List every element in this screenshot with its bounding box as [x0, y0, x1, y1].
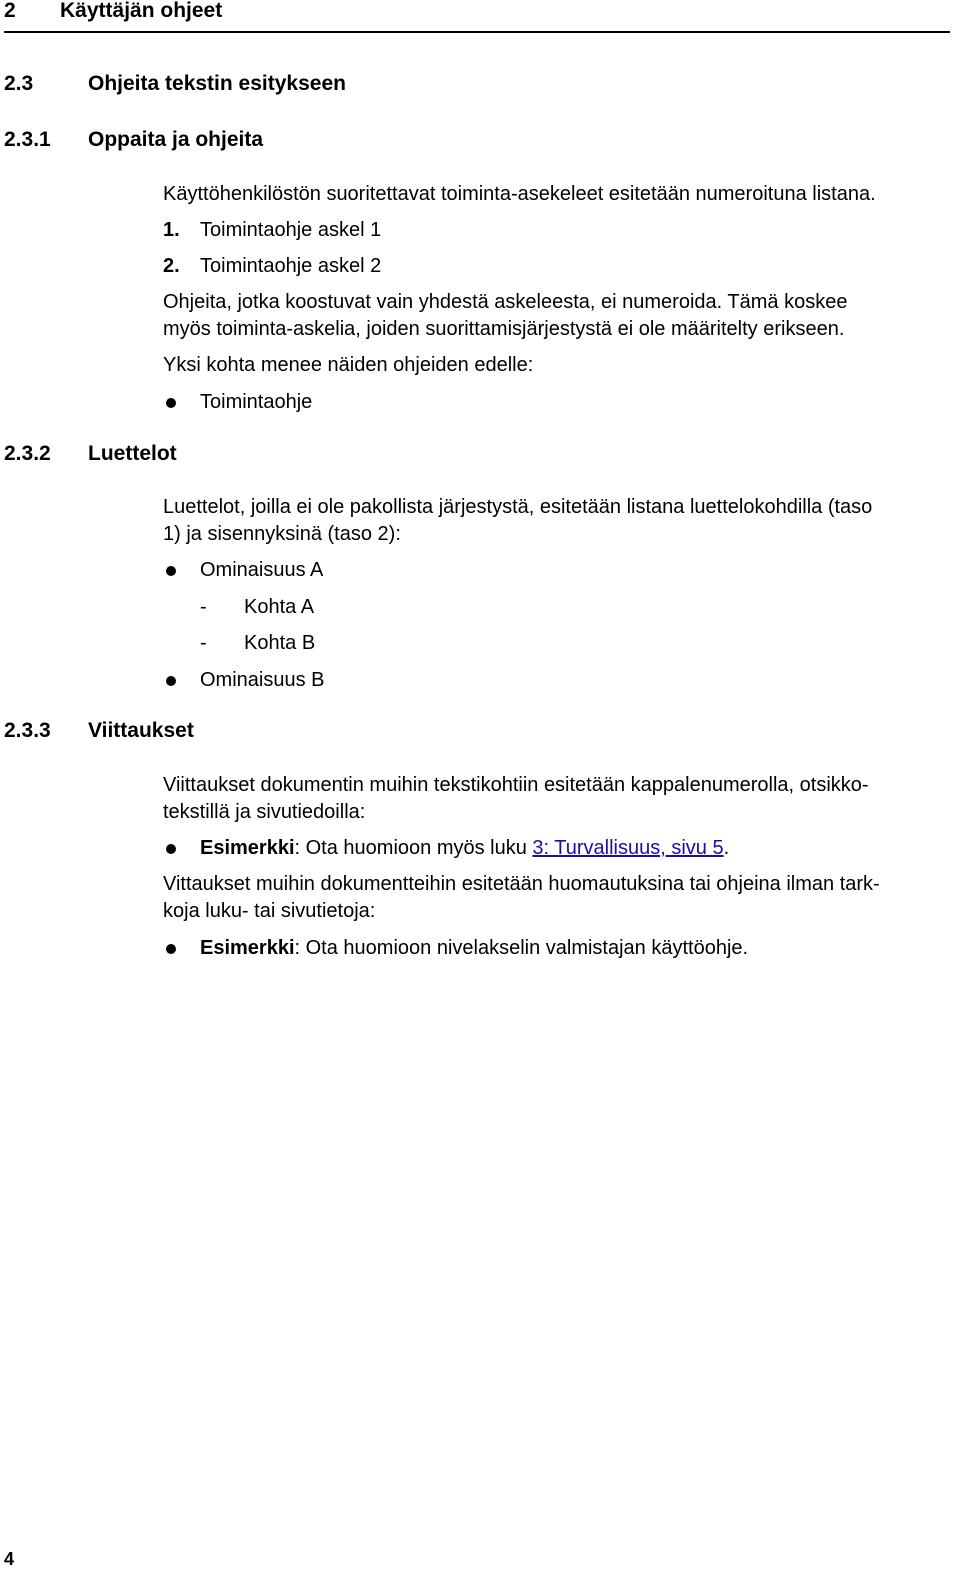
example-item — [200, 835, 729, 862]
paragraph-line: Luettelot, joilla ei ole pakollista järjestystä, esitetään listana luettelokohdilla (taso — [163, 496, 873, 518]
bullet-icon — [166, 398, 176, 408]
step-text: Toimintaohje askel 2 — [200, 255, 382, 277]
chapter-title: Käyttäjän ohjeet — [60, 0, 223, 22]
subsection-number: 2.3.2 — [4, 442, 51, 465]
bullet-icon — [166, 844, 176, 854]
example-text: : Ota huomioon nivelakselin valmistajan käyttöohje. — [294, 937, 749, 959]
subsection-title: Luettelot — [88, 442, 177, 465]
section-title: Ohjeita tekstin esitykseen — [88, 72, 346, 95]
paragraph-line: myös toiminta-askelia, joiden suorittamisjärjestystä ei ole määritelty erikseen. — [163, 318, 845, 340]
paragraph-line: Ohjeita, jotka koostuvat vain yhdestä askeleesta, ei numeroida. Tämä koskee — [163, 291, 848, 313]
page-number: 4 — [4, 1549, 15, 1569]
paragraph-line: 1) ja sisennyksinä (taso 2): — [163, 523, 401, 545]
example-text: : Ota huomioon myös luku — [294, 837, 533, 859]
paragraph-line: Vittaukset muihin dokumentteihin esitetään huomautuksina tai ohjeina ilman tark- — [163, 873, 880, 895]
list-item: Ominaisuus A — [200, 559, 324, 581]
section-number: 2.3 — [4, 72, 34, 95]
example-item — [200, 935, 748, 962]
bullet-icon — [166, 566, 176, 576]
step-number: 2. — [163, 255, 180, 277]
intro-text: Käyttöhenkilöstön suoritettavat toiminta-asekeleet esitetään numeroituna listana. — [163, 183, 876, 205]
subsection-title: Viittaukset — [88, 719, 194, 742]
dash-marker: - — [200, 632, 207, 654]
header-rule — [4, 31, 950, 33]
list-item: Ominaisuus B — [200, 669, 325, 691]
paragraph-line: Viittaukset dokumentin muihin tekstikohtiin esitetään kappalenumerolla, otsikko- — [163, 774, 869, 796]
bullet-icon — [166, 676, 176, 686]
step-number: 1. — [163, 219, 180, 241]
paragraph-line: koja luku- tai sivutietoja: — [163, 900, 376, 922]
subsection-title: Oppaita ja ohjeita — [88, 128, 264, 151]
sub-list-item: Kohta A — [244, 596, 315, 618]
paragraph-line: tekstillä ja sivutiedoilla: — [163, 801, 366, 823]
list-item: Toimintaohje — [200, 391, 313, 413]
step-text: Toimintaohje askel 1 — [200, 219, 382, 241]
bullet-icon — [166, 944, 176, 954]
dash-marker: - — [200, 596, 207, 618]
chapter-number: 2 — [4, 0, 16, 22]
example-label: Esimerkki — [200, 837, 295, 859]
cross-reference-link[interactable]: 3: Turvallisuus, sivu 5 — [532, 837, 724, 859]
example-end: . — [723, 837, 730, 859]
prefix-text: Yksi kohta menee näiden ohjeiden edelle: — [163, 354, 534, 376]
sub-list-item: Kohta B — [244, 632, 316, 654]
example-label: Esimerkki — [200, 937, 295, 959]
subsection-number: 2.3.1 — [4, 128, 51, 151]
subsection-number: 2.3.3 — [4, 719, 51, 742]
